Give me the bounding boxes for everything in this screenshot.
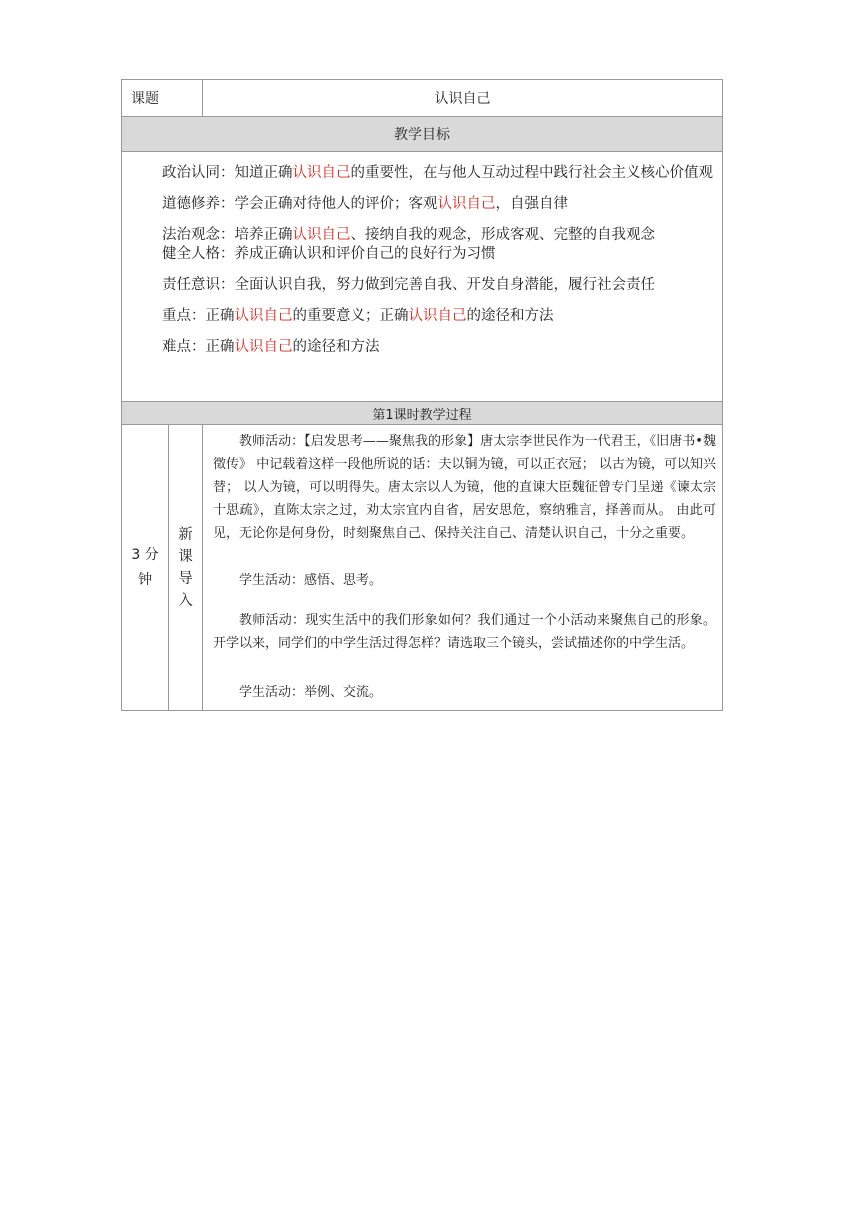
topic-label: 课题 [122, 80, 203, 117]
objective-moral: 道德修养：学会正确对待他人的评价；客观认识自己，自强自律 [162, 196, 568, 212]
objectives-header-row [122, 117, 723, 152]
objective-personality: 健全人格：养成正确认识和评价自己的良好行为习惯 [162, 246, 496, 262]
topic-title: 认识自己 [203, 80, 723, 117]
key-point: 重点：正确认识自己的重要意义；正确认识自己的途径和方法 [162, 308, 554, 324]
objective-responsibility: 责任意识：全面认识自我，努力做到完善自我、开发自身潜能，履行社会责任 [162, 277, 655, 293]
process-heading: 第1课时教学过程 [122, 402, 723, 425]
student-activity-2: 学生活动：举例、交流。 [239, 685, 383, 700]
teacher-activity-1: 教师活动：【启发思考——聚焦我的形象】唐太宗李世民作为一代君王，《旧唐书•魏徵传》 中记载着这样一段他所说的话：夫以铜为镜，可以正衣冠； 以古为镜，可以知兴替； 以人为镜，可以明得失。唐太宗以人为镜，他的直谏大臣魏征曾专门呈递《谏太宗十思疏》，直陈太宗之过，劝太宗宜内自省，居安思危，察纳雅言，择善而从。 由此可见，无论你是何身份，时刻聚焦自己、保持关注自己、清楚认识自己，十分之重要。 [213, 434, 716, 541]
time-line-1: 3 分 [131, 546, 159, 563]
process-row [122, 425, 723, 711]
teacher-activity-2: 教师活动：现实生活中的我们形象如何？我们通过一个小活动来聚焦自己的形象。开学以来，同学们的中学生活过得怎样？请选取三个镜头，尝试描述你的中学生活。 [213, 613, 716, 651]
process-content [203, 425, 723, 711]
objectives-heading: 教学目标 [122, 117, 723, 152]
time-line-2: 钟 [138, 571, 152, 588]
objective-political: 政治认同：知道正确认识自己的重要性，在与他人互动过程中践行社会主义核心价值观 [162, 165, 713, 181]
objective-law: 法治观念：培养正确认识自己、接纳自我的观念，形成客观、完整的自我观念 [162, 227, 655, 243]
phase-char: 新 [178, 526, 193, 543]
difficult-point: 难点：正确认识自己的途径和方法 [162, 339, 380, 355]
student-activity-1: 学生活动：感悟、思考。 [239, 573, 383, 588]
process-header-row [122, 402, 723, 425]
phase-char: 入 [178, 592, 193, 609]
phase-char: 课 [178, 548, 193, 565]
time-cell [122, 425, 169, 711]
objectives-row [122, 152, 723, 402]
lesson-plan-table [121, 79, 723, 711]
objectives-content [122, 152, 723, 402]
phase-cell [169, 425, 203, 711]
title-row [122, 80, 723, 117]
phase-char: 导 [178, 570, 193, 587]
